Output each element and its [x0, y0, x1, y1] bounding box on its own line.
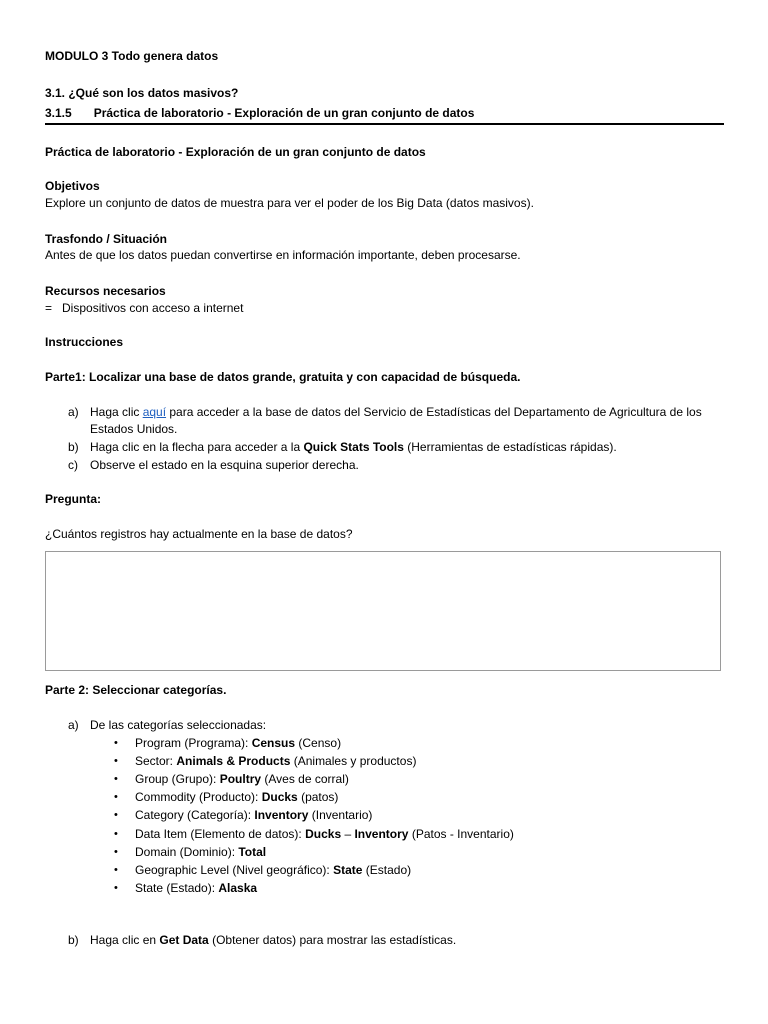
category-item-post: (Patos - Inventario) — [408, 827, 514, 841]
category-item-mid: (Inventario) — [308, 808, 373, 822]
category-item-mid: (Estado) — [362, 863, 412, 877]
objetivos-text: Explore un conjunto de datos de muestra para ver el poder de los Big Data (datos masivos). — [45, 196, 534, 210]
category-item-pre: Group (Grupo): — [135, 772, 220, 786]
category-item — [135, 808, 372, 822]
parte2-b-pre: Haga clic en — [90, 933, 160, 947]
parte1-b-pre: Haga clic en la flecha para acceder a la — [90, 440, 304, 454]
parte1-item-a — [90, 405, 702, 419]
quick-stats-tools: Quick Stats Tools — [303, 440, 404, 454]
subsection-name: Práctica de laboratorio - Exploración de un gran conjunto de datos — [93, 106, 475, 120]
category-item — [135, 772, 349, 786]
header-divider — [45, 123, 724, 125]
parte1-item-b-label: b) — [68, 440, 79, 454]
bullet-icon: • — [114, 755, 118, 767]
instrucciones-heading: Instrucciones — [45, 335, 124, 349]
category-item-b1: Ducks — [305, 827, 342, 841]
subsection-number: 3.1.5 — [45, 106, 72, 120]
category-item-pre: Geographic Level (Nivel geográfico): — [135, 863, 334, 877]
category-item-b1: Census — [251, 736, 296, 750]
module-title: MODULO 3 Todo genera datos — [45, 49, 219, 63]
parte1-item-a-line2: Estados Unidos. — [90, 422, 178, 436]
parte1-item-c-label: c) — [68, 458, 78, 472]
parte1-a-pre: Haga clic — [90, 405, 143, 419]
parte2-item-a-label: a) — [68, 718, 79, 732]
parte2-item-a: De las categorías seleccionadas: — [90, 718, 267, 732]
recursos-heading: Recursos necesarios — [45, 284, 166, 298]
parte1-item-a-label: a) — [68, 405, 79, 419]
parte1-heading: Parte1: Localizar una base de datos grande, gratuita y con capacidad de búsqueda. — [45, 370, 521, 384]
category-item-pre: Sector: — [135, 754, 177, 768]
bullet-icon: • — [114, 828, 118, 840]
parte2-item-b-label: b) — [68, 933, 79, 947]
parte2-b-post: (Obtener datos) para mostrar las estadísticas. — [208, 933, 457, 947]
get-data-label: Get Data — [159, 933, 209, 947]
category-item — [135, 881, 257, 895]
category-item-b1: Animals & Products — [176, 754, 291, 768]
pregunta-heading: Pregunta: — [45, 492, 102, 506]
category-item-pre: Program (Programa): — [135, 736, 252, 750]
recursos-marker: = — [45, 301, 53, 315]
trasfondo-text: Antes de que los datos puedan convertirse en información importante, deben procesarse. — [45, 248, 521, 262]
bullet-icon: • — [114, 846, 118, 858]
category-item-b1: Alaska — [218, 881, 258, 895]
category-item-b1: Inventory — [254, 808, 309, 822]
category-item — [135, 754, 416, 768]
bullet-icon: • — [114, 773, 118, 785]
lab-title: Práctica de laboratorio - Exploración de un gran conjunto de datos — [45, 145, 426, 159]
category-item-b1: Total — [238, 845, 267, 859]
category-item-pre: Domain (Dominio): — [135, 845, 239, 859]
category-item — [135, 790, 338, 804]
parte1-item-c: Observe el estado en la esquina superior derecha. — [90, 458, 359, 472]
category-item-pre: Data Item (Elemento de datos): — [135, 827, 306, 841]
category-item-b1: State — [333, 863, 363, 877]
parte1-a-post: para acceder a la base de datos del Servicio de Estadísticas del Departamento de Agricultura de los — [166, 405, 702, 419]
category-item-mid: – — [341, 827, 355, 841]
category-item-mid: (Censo) — [295, 736, 342, 750]
bullet-icon: • — [114, 882, 118, 894]
aqui-link[interactable]: aquí — [142, 405, 167, 419]
recursos-item — [45, 301, 243, 315]
category-item-mid: (Aves de corral) — [261, 772, 349, 786]
category-item-b1: Poultry — [219, 772, 262, 786]
section-title: 3.1. ¿Qué son los datos masivos? — [45, 86, 239, 100]
category-item — [135, 736, 341, 750]
parte2-heading: Parte 2: Seleccionar categorías. — [45, 683, 227, 697]
trasfondo-heading: Trasfondo / Situación — [45, 232, 168, 246]
subsection-title — [45, 106, 474, 120]
pregunta-text: ¿Cuántos registros hay actualmente en la base de datos? — [45, 527, 353, 541]
category-item-pre: Category (Categoría): — [135, 808, 255, 822]
category-item-pre: Commodity (Producto): — [135, 790, 262, 804]
category-item — [135, 845, 266, 859]
category-item-pre: State (Estado): — [135, 881, 219, 895]
objetivos-heading: Objetivos — [45, 179, 100, 193]
category-item-mid: (patos) — [297, 790, 339, 804]
parte1-b-post: (Herramientas de estadísticas rápidas). — [403, 440, 617, 454]
bullet-icon: • — [114, 809, 118, 821]
recursos-item-text: Dispositivos con acceso a internet — [62, 301, 244, 315]
bullet-icon: • — [114, 737, 118, 749]
bullet-icon: • — [114, 864, 118, 876]
category-item-mid: (Animales y productos) — [290, 754, 417, 768]
parte2-item-b — [90, 933, 456, 947]
category-item — [135, 827, 514, 841]
parte1-item-b — [90, 440, 617, 454]
category-item-b2: Inventory — [354, 827, 409, 841]
bullet-icon: • — [114, 791, 118, 803]
category-item-b1: Ducks — [261, 790, 298, 804]
category-item — [135, 863, 411, 877]
answer-box[interactable] — [45, 551, 721, 671]
